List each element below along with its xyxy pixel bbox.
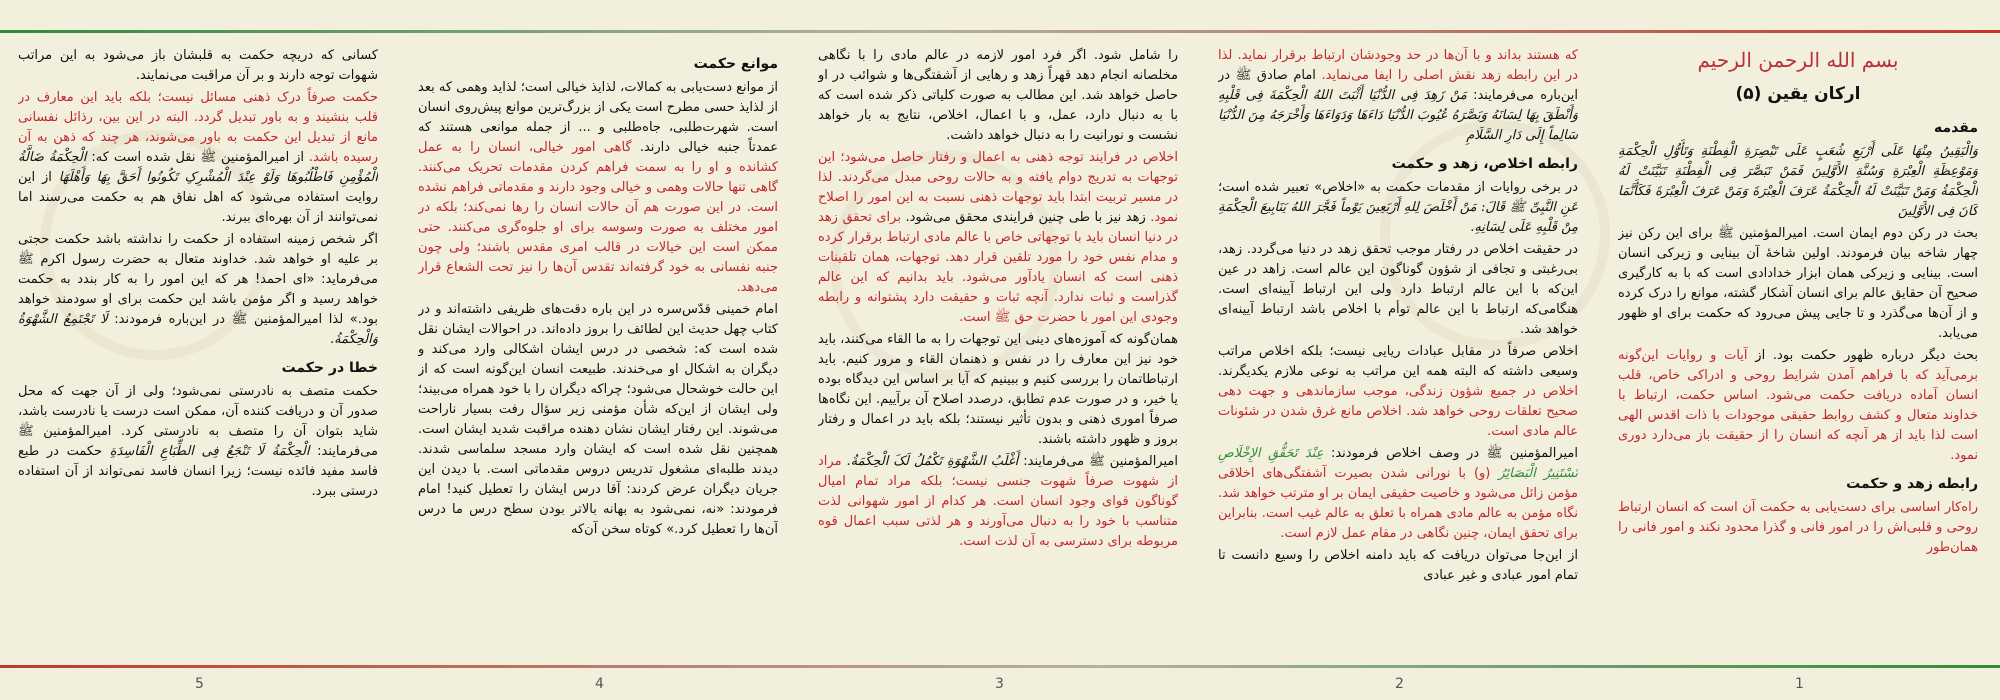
paragraph-text: اگر شخص زمینه استفاده از حکمت را نداشته باشد حکمت حجتی بر علیه او خواهد شد. خداوند متعال به حضرت رسول اکرم ﷺ می‌فرماید: «ای احمد! هر که این امور را به کار بندد به حکمت خواهد رسید و اگر مؤمن باشد این حکمت برای او سودمند خواهد بود.» لذا امیرالمؤمنین ﷺ در این‌باره فرمودند:: [18, 232, 378, 327]
paragraph: [18, 382, 378, 502]
hadith-quote: الْحِکْمَةُ ضَالَّةُ الْمُؤْمِنِ فَاطْلُبُوهَا وَلَوْ عِنْدَ الْمُشْرِکِ تَکُونُوا أَحَقَّ بِهَا وَأَهْلَهَا: [18, 150, 378, 185]
paragraph-text: اخلاص صرفاً در مقابل عبادات ریایی نیست؛ بلکه اخلاص مراتب وسیعی داشته که البته همه این مراتب به نوعی ملازم یکدیگرند.: [1218, 344, 1578, 379]
section-heading: رابطه زهد و حکمت: [1846, 476, 1978, 492]
paragraph-text: امام صادق ﷺ در این‌باره می‌فرمایند:: [1218, 68, 1578, 103]
hadith-quote: مَنْ زَهِدَ فِی الدُّنْیَا أَثْبَتَ اللهُ الْحِکْمَةَ فِی قَلْبِهِ وَأَنْطَقَ بِهَا لِسَانَهُ وَبَصَّرَهُ عُیُوبَ الدُّنْیَا دَاءَهَا وَدَوَاءَهَا وَأَخْرَجَهُ مِنَ الدُّنْیَا سَالِماً إِلَی دَارِ السَّلَامِ: [1218, 88, 1578, 143]
paragraph-text: امیرالمؤمنین ﷺ می‌فرمایند:: [1023, 454, 1178, 469]
page-number: 3: [995, 676, 1004, 692]
page-4: [418, 46, 778, 654]
paragraph: در حقیقت اخلاص در رفتار موجب تحقق زهد در دنیا می‌گردد. زهد، بی‌رغبتی و تجافی از شؤون گوناگون این عالم است. زاهد در عین این‌که با این عالم ارتباط دارد ولی این ارتباط آیینه‌ای است. هنگامی‌که ارتباط با این عالم توأم با اخلاص باشد ارتباط آیینه‌ای خواهد شد.: [1218, 242, 1578, 337]
paragraph: [18, 230, 378, 350]
paragraph: [1218, 342, 1578, 442]
paragraph-text: بحث دیگر درباره ظهور حکمت بود. از: [1755, 348, 1978, 363]
page-5: [18, 46, 378, 654]
top-border: [0, 30, 2000, 33]
paragraph-text: حکمت در طبع فاسد مفید فائده نیست؛ زیرا انسان فاسد نمی‌تواند از آن استفاده درستی ببرد.: [18, 444, 378, 499]
hadith-quote: عَنِ النَّبِیِّ ﷺ قَالَ: مَنْ أَخْلَصَ لِلهِ أَرْبَعِینَ یَوْماً فَجَّرَ اللهُ یَنَابِیعَ الْحِکْمَةِ مِنْ قَلْبِهِ عَلَی لِسَانِهِ.: [1218, 200, 1578, 235]
paragraph-text: از امیرالمؤمنین ﷺ نقل شده است که:: [91, 150, 304, 165]
highlighted-text: حکمت صرفاً درک ذهنی مسائل نیست؛ بلکه باید این معارف در قلب بنشیند و به باور تبدیل گردد. البته در این بین، رذائل نفسانی مانع از تبدیل این حکمت به باور می‌شوند، هر چند که ذهن به آن رسیده باشد.: [18, 90, 378, 165]
paragraph-text: از موانع دست‌یابی به کمالات، لذایذ خیالی است؛ لذاید وهمی که بعد از لذایذ حسی مطرح است یکی از بزرگ‌ترین موانع پیش‌روی انسان است. شهرت‌طلبی، جاه‌طلبی و ... از جمله موانعی هستند که عمدتاً جنبه خیالی دارند.: [418, 80, 778, 155]
paragraph-text: حکمت متصف به نادرستی نمی‌شود؛ ولی از آن جهت که محل صدور آن و دریافت کننده آن، ممکن است درست یا نادرست باشد، شاید بتوان آن را متصف به نادرستی کرد. امیرالمؤمنین ﷺ می‌فرمایند:: [18, 384, 378, 459]
hadith-quote: أَغْلَبُ الشَّهْوَةِ تَکْمُلُ لَکَ الْحِکْمَةُ.: [846, 454, 1019, 469]
highlighted-text: اخلاص در فرایند توجه ذهنی به اعمال و رفتار حاصل می‌شود؛ این توجهات به تدریج دوام یافته و به حالات روحی مبدل می‌گردند. لذا در مسیر تربیت ابتدا باید توجهات ذهنی نسبت به این امور را اصلاح نمود.: [818, 150, 1178, 225]
page-3: [818, 46, 1178, 654]
paragraph: بحث در رکن دوم ایمان است. امیرالمؤمنین ﷺ برای این رکن نیز چهار شاخه بیان فرمودند. اولین شاخهٔ آن بینایی و زیرکی انسان است. بینایی و زیرکی همان ابزار خدادادی است که با به کارگیری صحیح آن حقایق عالم برای انسان آشکار گشته، موانع را درک کرده و از آن‌ها می‌گذرد و تا جایی پیش می‌رود که حکمت برای او ظهور می‌یابد.: [1618, 226, 1978, 341]
highlighted-text: که هستند بداند و با آن‌ها در حد وجودشان ارتباط برقرار نماید. لذا در این رابطه زهد نقش اصلی را ایفا می‌نماید.: [1218, 48, 1578, 83]
paragraph: کسانی که دریچه حکمت به قلبشان باز می‌شود به این مراتب شهوات توجه دارند و بر آن مراقبت می‌نمایند.: [18, 48, 378, 83]
page-number: 5: [195, 676, 204, 692]
hadith-quote: لَا تَجْتَمِعُ الشَّهْوَةُ وَالْحِکْمَةُ.: [18, 312, 378, 347]
section-heading: مقدمه: [1934, 120, 1978, 136]
paragraph: [818, 148, 1178, 328]
paragraph-text: امیرالمؤمنین ﷺ در وصف اخلاص فرمودند:: [1330, 446, 1578, 461]
paragraph: را شامل شود. اگر فرد امور لازمه در عالم مادی را با نگاهی مخلصانه انجام دهد قهراً زهد و رهایی از آشفتگی‌ها و شوائب در او حاصل خواهد شد. این مطالب به صورت کلیاتی ذکر شده است که با به دنبال دارد، عمل، و با اعمال، اخلاص، نتایج به بار خواهد نشست و نورانیت را به دنبال خواهد داشت.: [818, 48, 1178, 143]
highlighted-text: (و) با نورانی شدن بصیرت آشفتگی‌های اخلاقی مؤمن زائل می‌شود و خاصیت حقیقی ایمان بر او مترتب خواهد شد. نگاه مؤمن به عالم مادی همراه با تعلق به عالم غیب است. بنابراین برای تحقق ایمان، چنین نگاهی در مقام عمل لازم است.: [1218, 466, 1578, 541]
paragraph-text: در برخی روایات از مقدمات حکمت به «اخلاص» تعبیر شده است؛: [1218, 180, 1578, 195]
section-heading: خطا در حکمت: [281, 360, 378, 376]
page-number: 1: [1795, 676, 1804, 692]
paragraph: [418, 78, 778, 298]
highlighted-text: برای تحقق زهد در دنیا انسان باید با توجهاتی خاص با عالم مادی ارتباط برقرار کرده و مدام نفس خود را مورد تلقین قرار دهد. توجهات، همان تلقینات ذهنی است که انسان یادآور می‌شود. باید بدانیم که این عالم گذراست و ثبات ندارد. آنچه ثبات و حقیقت دارد پشتوانه و رابطه وجودی این امور با حضرت حق ﷺ است.: [818, 210, 1178, 325]
bottom-border: [0, 665, 2000, 668]
paragraph-text: زهد نیز با طی چنین فرایندی محقق می‌شود.: [905, 210, 1146, 225]
paragraph: [1218, 178, 1578, 238]
paragraph-text: از این روایت استفاده می‌شود که اهل نفاق هم به حکمت می‌رسند اما نمی‌توانند از آن بهره‌ای ببرند.: [18, 170, 378, 225]
paragraph: از این‌جا می‌توان دریافت که باید دامنه اخلاص را وسیع دانست تا تمام امور عبادی و غیر عبادی: [1218, 548, 1578, 583]
hadith-quote: عِنْدَ تَحَقُّقِ الإِخْلَاصِ تَسْتَنِیرُ الْبَصَائِرُ: [1218, 446, 1578, 481]
paragraph: [818, 452, 1178, 552]
highlighted-text: آیات و روایات این‌گونه برمی‌آید که با فراهم آمدن شرایط روحی و ادراکی خاص، قلب انسان آماده دریافت حکمت می‌شود. اساس حکمت، ارتباط با خداوند متعال و کشف روابط حقیقی موجودات با ذات اقدس الهی است لذا باید از هر آنچه که انسان را از حقیقت باز می‌دارد دوری نمود.: [1618, 348, 1978, 463]
hadith-quote: الْحِکْمَةُ لَا تَنْجَعُ فِی الطِّبَاعِ الْفَاسِدَةِ: [109, 444, 310, 459]
page-number: 2: [1395, 676, 1404, 692]
paragraph: امام خمینی قدّس‌سره در این باره دقت‌های ظریفی داشته‌اند و در کتاب چهل حدیث این لطائف را بروز داده‌اند. در احوالات ایشان نقل شده است که: شخصی در درس ایشان اشکالی وارد می‌کند و دیگران به اشکال او می‌خندند. طبیعت انسان این‌گونه است که از این حالت خوشحال می‌شود؛ چراکه دیگران را با خود همراه می‌بیند؛ ولی ایشان از این‌که شأن مؤمنی زیر سؤال رفت بسیار ناراحت می‌شوند. این رفتار ایشان نشان دهنده مراقبت شدید ایشان است. همچنین نقل شده است که ایشان وارد مسجد سلماسی شدند. دیدند طلبه‌ای مشغول تدریس دروس مقدماتی است. با دیدن این جریان دیگران عرض کردند: آقا درس ایشان را تعطیل کنید! امام فرمودند: «نه، نمی‌شود به بهانه بالاتر بودن سطح درس ما درس آن‌ها را تعطیل کرد.» کوتاه سخن آن‌که: [418, 302, 778, 537]
page-number: 4: [595, 676, 604, 692]
bismillah-calligraphy: بسم الله الرحمن الرحیم: [1697, 48, 1899, 72]
page-1: [1618, 46, 1978, 654]
section-heading: موانع حکمت: [693, 56, 778, 72]
paragraph: [18, 88, 378, 228]
page-title: ارکان یقین (۵): [1735, 84, 1861, 104]
highlighted-text: مراد از شهوت صرفاً شهوت جنسی نیست؛ بلکه مراد تمام امیال گوناگون قوای وجود انسان است. هر کدام از امور شهوانی لذت متناسب با خود را به دنبال می‌آورند و هر لذتی سبب اعمال قوه مربوطه برای دسترسی به آن لذت است.: [818, 454, 1178, 549]
paragraph: [1218, 46, 1578, 146]
paragraph: [1618, 346, 1978, 466]
hadith-quote: وَالْیَقِینُ مِنْهَا عَلَی أَرْبَعِ شُعَبٍ عَلَی تَبْصِرَةِ الْفِطْنَةِ وَتَأَوُّلِ الْحِکْمَةِ وَمَوْعِظَةِ الْعِبْرَةِ وَسُنَّةِ الأَوَّلِینَ فَمَنْ تَبَصَّرَ فِی الْفِطْنَةِ تَبَیَّنَتْ لَهُ الْحِکْمَةُ وَمَنْ تَبَیَّنَتْ لَهُ الْحِکْمَةُ عَرَفَ الْعِبْرَةَ وَمَنْ عَرَفَ الْعِبْرَةَ فَکَأَنَّمَا کَانَ فِی الأَوَّلِینَ: [1618, 144, 1978, 219]
page-2: [1218, 46, 1578, 654]
highlighted-text: گاهی امور خیالی، انسان را به عمل کشانده و او را به سمت فراهم کردن مقدمات تحریک می‌کنند. گاهی تنها حالات وهمی و خیالی وجود دارند و مقدماتی فراهم نشده است. در این صورت هم آن حالات انسان را رها نمی‌کند؛ بلکه در امور مختلف به صورت وسوسه برای او جلوه‌گری می‌کنند. حتی ممکن است این خیالات در قالب امری مقدس باشند؛ ولی چون جنبه نفسانی به خود گرفته‌اند تقدس آن‌ها را نیز تحت الشعاع قرار می‌دهد.: [418, 140, 778, 295]
paragraph: [1218, 444, 1578, 544]
paragraph: همان‌گونه که آموزه‌های دینی این توجهات را به ما القاء می‌کنند، باید خود نیز این معارف را در نفس و ذهنمان القاء و مرور کنیم. باید ارتباطاتمان را بررسی کنیم و ببینیم که آیا بر اساس این دیدگاه بوده یا خیر، و در صورت عدم تطابق، درصدد اصلاح آن برآییم. این نگاه‌ها صرفاً اموری ذهنی و بدون تأثیر نیستند؛ بلکه باید در اعمال و رفتار بروز و ظهور داشته باشند.: [818, 332, 1178, 447]
highlighted-paragraph: راه‌کار اساسی برای دست‌یابی به حکمت آن است که انسان ارتباط روحی و قلبی‌اش را در امور فانی و گذرا محدود نکند و امور فانی را همان‌طور: [1618, 500, 1978, 555]
section-heading: رابطه اخلاص، زهد و حکمت: [1391, 156, 1578, 172]
highlighted-text: اخلاص در جمیع شؤون زندگی، موجب سازماندهی و جهت دهی صحیح تعلقات روحی خواهد شد. اخلاص مانع غرق شدن در شئونات عالم مادی است.: [1218, 384, 1578, 439]
